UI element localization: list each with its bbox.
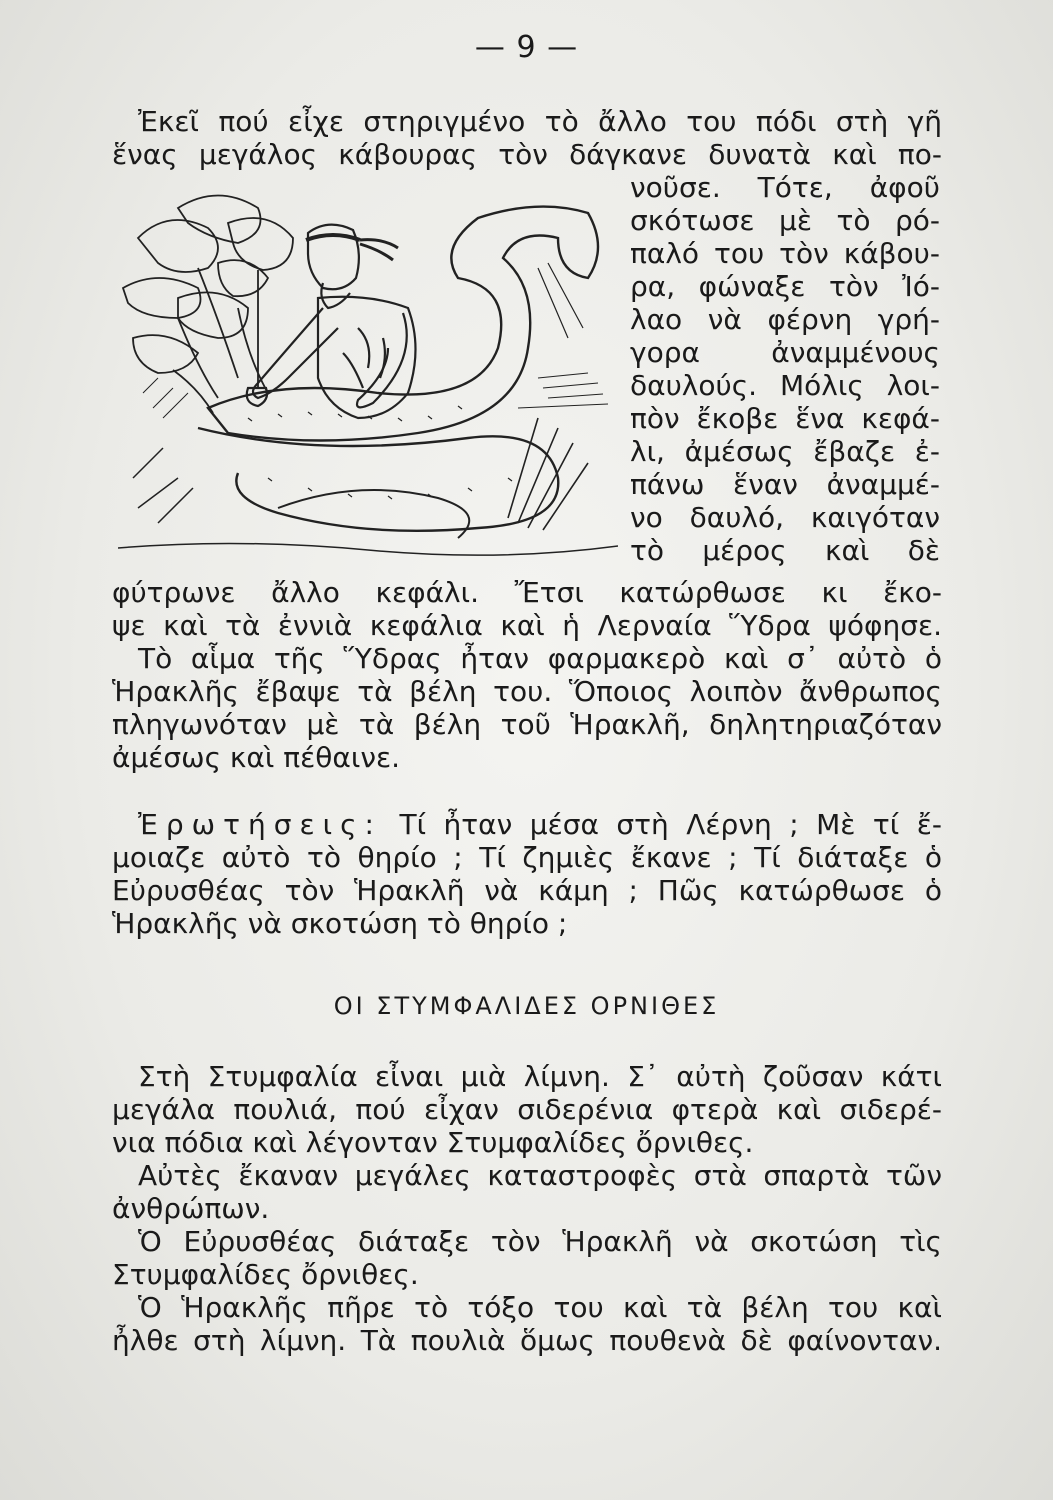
text-line: Εὐρυσθέας τὸν Ἡρακλῆ νὰ κάμη ; Πῶς κατώρθωσε ὁ [112, 874, 942, 907]
text-line: Ὁ Εὐρυσθέας διάταξε τὸν Ἡρακλῆ νὰ σκοτώση τὶς [138, 1225, 942, 1258]
text-line: Στὴ Στυμφαλία εἶναι μιὰ λίμνη. Σ᾿ αὐτὴ ζοῦσαν κάτι [138, 1060, 942, 1093]
text-line [112, 808, 942, 841]
section-heading: ΟΙ ΣΤΥΜΦΑΛΙΔΕΣ ΟΡΝΙΘΕΣ [333, 992, 720, 1020]
questions-first-line: Τί ἦταν μέσα στὴ Λέρνη ; Μὲ τί ἔ- [399, 808, 943, 841]
text-line: παλό του τὸν κάβου- [630, 237, 940, 270]
text-line: δαυλούς. Μόλις λοι- [630, 369, 940, 402]
text-line: γορα ἀναμμένους [630, 336, 940, 369]
paragraph-stymphalian-birds [112, 1060, 942, 1357]
text-line: τὸ μέρος καὶ δὲ [630, 534, 940, 567]
text-line: φύτρωνε ἄλλο κεφάλι. Ἔτσι κατώρθωσε κι ἔκο- [112, 576, 942, 609]
text-line: νοῦσε. Τότε, ἀφοῦ [630, 171, 940, 204]
text-line: Αὐτὲς ἔκαναν μεγάλες καταστροφὲς στὰ σπαρτὰ τῶν [138, 1159, 942, 1192]
text-line: μοιαζε αὐτὸ τὸ θηρίο ; Τί ζημιὲς ἔκανε ; Τί διάταξε ὁ [112, 841, 942, 874]
text-line: νο δαυλό, καιγόταν [630, 501, 940, 534]
text-line: Ἡρακλῆς ἔβαψε τὰ βέλη του. Ὅποιος λοιπὸν ἄνθρωπος [112, 675, 942, 708]
text-line: νια πόδια καὶ λέγονταν Στυμφαλίδες ὄρνιθες. [112, 1126, 754, 1159]
text-line: πληγωνόταν μὲ τὰ βέλη τοῦ Ἡρακλῆ, δηλητηριαζόταν [112, 708, 942, 741]
text-line: πάνω ἕναν ἀναμμέ- [630, 468, 940, 501]
questions-block [112, 808, 942, 940]
text-line: Τὸ αἷμα τῆς Ὕδρας ἦταν φαρμακερὸ καὶ σ᾿ αὐτὸ ὁ [138, 642, 942, 675]
paragraph-hydra-side-column [630, 171, 940, 567]
text-line: μεγάλα πουλιά, πού εἶχαν σιδερένια φτερὰ καὶ σιδερέ- [112, 1093, 942, 1126]
text-line: ἦλθε στὴ λίμνη. Τὰ πουλιὰ ὅμως πουθενὰ δὲ φαίνονταν. [112, 1324, 942, 1357]
text-line: Ἡρακλῆς νὰ σκοτώση τὸ θηρίο ; [112, 907, 568, 940]
text-line: ἀνθρώπων. [112, 1192, 270, 1225]
text-line: Ἐκεῖ πού εἶχε στηριγμένο τὸ ἄλλο του πόδι στὴ γῆ [138, 105, 942, 138]
text-line: πὸν ἔκοβε ἕνα κεφά- [630, 402, 940, 435]
hydra-illustration [118, 178, 618, 573]
page-number: — 9 — [474, 30, 579, 65]
paragraph-hydra-end [112, 576, 942, 774]
text-line: λαο νὰ φέρνη γρή- [630, 303, 940, 336]
text-line: ρα, φώναξε τὸν Ἰό- [630, 270, 940, 303]
text-line: σκότωσε μὲ τὸ ρό- [630, 204, 940, 237]
paragraph-hydra-intro [112, 105, 942, 171]
questions-label: Ἐρωτήσεις: [138, 808, 382, 841]
text-line: ψε καὶ τὰ ἐννιὰ κεφάλια καὶ ἡ Λερναία Ὕδρα ψόφησε. [112, 609, 942, 642]
text-line: Ὁ Ἡρακλῆς πῆρε τὸ τόξο του καὶ τὰ βέλη του καὶ [138, 1291, 942, 1324]
text-line: ἕνας μεγάλος κάβουρας τὸν δάγκανε δυνατὰ καὶ πο- [112, 138, 942, 171]
text-line: ἀμέσως καὶ πέθαινε. [112, 741, 400, 774]
text-line: Στυμφαλίδες ὄρνιθες. [112, 1258, 419, 1291]
text-line: λι, ἀμέσως ἔβαζε ἐ- [630, 435, 940, 468]
